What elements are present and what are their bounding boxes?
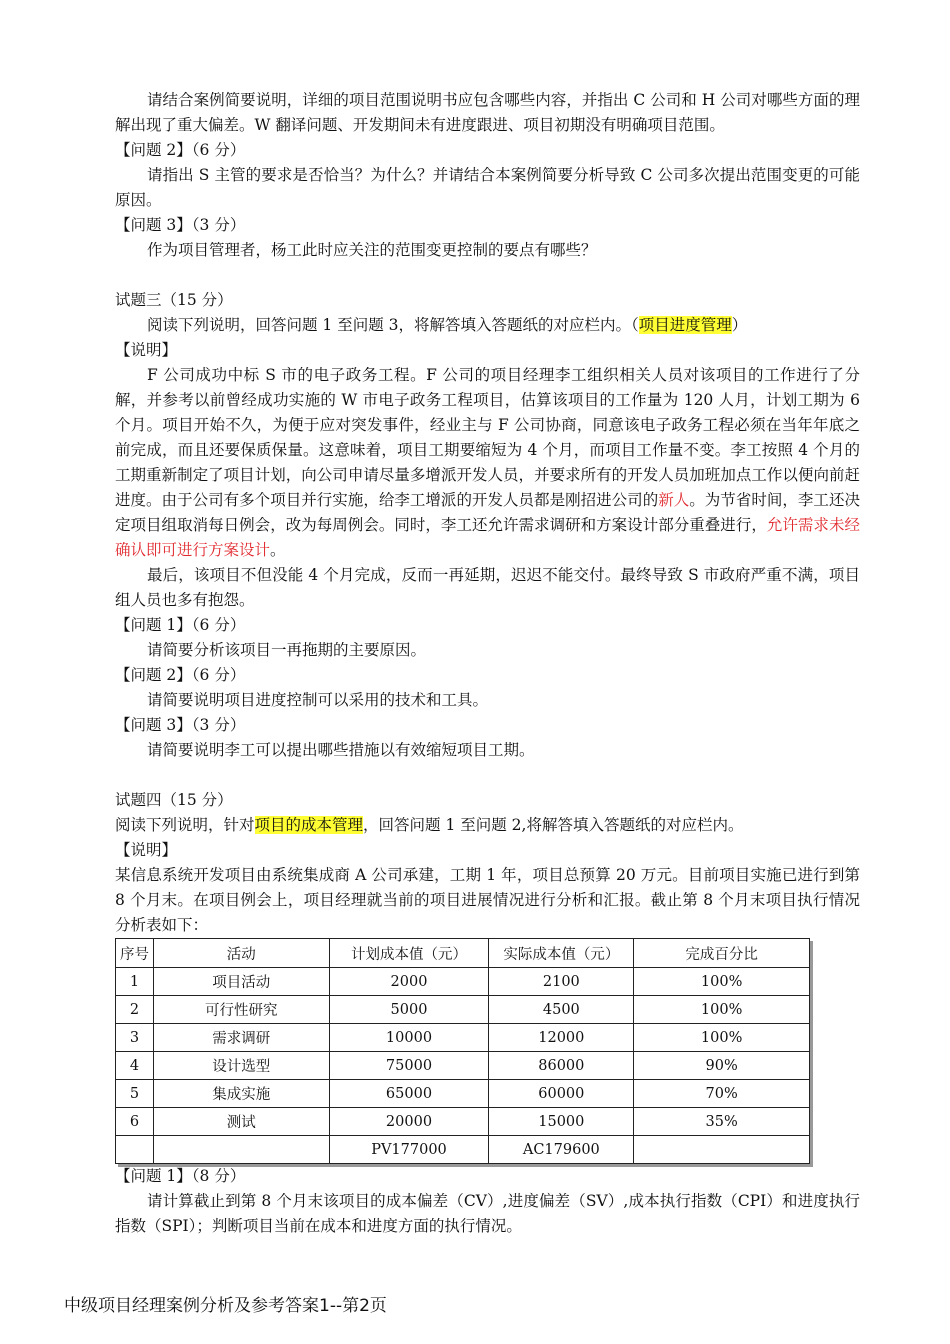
table-cell: 100% xyxy=(634,1024,810,1052)
table-cell: 可行性研究 xyxy=(153,996,329,1024)
document-page xyxy=(115,88,860,1239)
table-cell: 5000 xyxy=(329,996,489,1024)
table-cell: 35% xyxy=(634,1108,810,1136)
section-title: 试题四（15 分） xyxy=(115,791,233,809)
table-header: 实际成本值（元） xyxy=(489,939,634,968)
question-heading: 【问题 3】（3 分） xyxy=(115,216,246,234)
section-title: 试题三（15 分） xyxy=(115,291,233,309)
table-header: 完成百分比 xyxy=(634,939,810,968)
question-text: 请简要分析该项目一再拖期的主要原因。 xyxy=(147,641,427,659)
table-header-row xyxy=(116,939,810,968)
table-row xyxy=(116,968,810,996)
paragraph: 请结合案例简要说明，详细的项目范围说明书应包含哪些内容，并指出 C 公司和 H 公司对哪些方面的理解出现了重大偏差。W 翻译问题、开发期间未有进度跟进、项目初期没有明确项目范围。 xyxy=(115,91,860,134)
table-cell: 65000 xyxy=(329,1080,489,1108)
table-cell: 12000 xyxy=(489,1024,634,1052)
red-text: 允许需求未经确认即可进行方案设计 xyxy=(115,516,860,559)
table-cell: 90% xyxy=(634,1052,810,1080)
question-text: 请指出 S 主管的要求是否恰当？为什么？并请结合本案例简要分析导致 C 公司多次提出范围变更的可能原因。 xyxy=(115,166,860,209)
table-cell: 70% xyxy=(634,1080,810,1108)
question-heading: 【问题 2】（6 分） xyxy=(115,666,246,684)
table-header: 计划成本值（元） xyxy=(329,939,489,968)
question-heading: 【问题 1】（6 分） xyxy=(115,616,246,634)
table-cell: 测试 xyxy=(153,1108,329,1136)
table-cell: 100% xyxy=(634,968,810,996)
table-cell: 75000 xyxy=(329,1052,489,1080)
paragraph: 最后，该项目不但没能 4 个月完成，反而一再延期，迟迟不能交付。最终导致 S 市政府严重不满，项目组人员也多有抱怨。 xyxy=(115,566,860,609)
highlight: 项目进度管理 xyxy=(638,316,732,334)
table-cell: 2000 xyxy=(329,968,489,996)
explanation-heading: 【说明】 xyxy=(115,841,178,859)
question-heading: 【问题 3】（3 分） xyxy=(115,716,246,734)
table-row xyxy=(116,1024,810,1052)
question-text: 请简要说明项目进度控制可以采用的技术和工具。 xyxy=(147,691,489,709)
table-row xyxy=(116,1080,810,1108)
highlight: 项目的成本管理 xyxy=(254,816,364,834)
page-footer: 中级项目经理案例分析及参考答案1--第2页 xyxy=(64,1296,387,1316)
table-header: 活动 xyxy=(153,939,329,968)
table-cell: 6 xyxy=(116,1108,154,1136)
table-cell: 10000 xyxy=(329,1024,489,1052)
table-cell: AC179600 xyxy=(489,1136,634,1164)
table-row xyxy=(116,1108,810,1136)
table-cell xyxy=(634,1136,810,1164)
question-text: 作为项目管理者，杨工此时应关注的范围变更控制的要点有哪些？ xyxy=(147,241,597,259)
red-text: 新人 xyxy=(658,491,690,509)
table-cell: 设计选型 xyxy=(153,1052,329,1080)
table-cell: 86000 xyxy=(489,1052,634,1080)
cost-analysis-table xyxy=(115,938,810,1164)
table-cell: 需求调研 xyxy=(153,1024,329,1052)
table-cell: 4 xyxy=(116,1052,154,1080)
table-cell: PV177000 xyxy=(329,1136,489,1164)
table-cell: 3 xyxy=(116,1024,154,1052)
question-heading: 【问题 1】（8 分） xyxy=(115,1167,246,1185)
table-cell: 100% xyxy=(634,996,810,1024)
table-cell: 项目活动 xyxy=(153,968,329,996)
section-intro: 阅读下列说明，回答问题 1 至问题 3，将解答填入答题纸的对应栏内。（项目进度管理） xyxy=(147,316,748,334)
table-cell: 60000 xyxy=(489,1080,634,1108)
table-row xyxy=(116,1052,810,1080)
table-cell: 集成实施 xyxy=(153,1080,329,1108)
question-text: 请计算截止到第 8 个月末该项目的成本偏差（CV）,进度偏差（SV）,成本执行指数（CPI）和进度执行指数（SPI）；判断项目当前在成本和进度方面的执行情况。 xyxy=(115,1192,860,1235)
paragraph: F 公司成功中标 S 市的电子政务工程。F 公司的项目经理李工组织相关人员对该项目的工作进行了分解，并参考以前曾经成功实施的 W 市电子政务工程项目，估算该项目的工作量为 120 人月，计划工期为 6 个月。项目开始不久，为便于应对突发事件，经业主与 F 公司协商，同意该电子政务工程必须在当年年底之前完成，而且还要保质保量。这意味着，项目工期要缩短为 4 个月，而项目工作量不变。李工按照 4 个月的工期重新制定了项目计划，向公司申请尽量多增派开发人员，并要求所有的开发人员加班加点工作以便向前赶进度。由于公司有多个项目并行实施，给李工增派的开发人员都是刚招进公司的新人。为节省时间，李工还决定项目组取消每日例会，改为每周例会。同时，李工还允许需求调研和方案设计部分重叠进行，允许需求未经确认即可进行方案设计。 xyxy=(115,366,860,559)
question-heading: 【问题 2】（6 分） xyxy=(115,141,246,159)
table-cell: 2 xyxy=(116,996,154,1024)
table-cell xyxy=(116,1136,154,1164)
table-row xyxy=(116,996,810,1024)
question-text: 请简要说明李工可以提出哪些措施以有效缩短项目工期。 xyxy=(147,741,535,759)
section-intro: 阅读下列说明，针对项目的成本管理，回答问题 1 至问题 2,将解答填入答题纸的对应栏内。 xyxy=(115,816,744,834)
table-cell: 15000 xyxy=(489,1108,634,1136)
table-cell: 5 xyxy=(116,1080,154,1108)
paragraph: 某信息系统开发项目由系统集成商 A 公司承建，工期 1 年，项目总预算 20 万元。目前项目实施已进行到第 8 个月末。在项目例会上，项目经理就当前的项目进展情况进行分析和汇报。截止第 8 个月末项目执行情况分析表如下： xyxy=(115,866,860,934)
table-header: 序号 xyxy=(116,939,154,968)
table-cell: 2100 xyxy=(489,968,634,996)
table-cell: 4500 xyxy=(489,996,634,1024)
explanation-heading: 【说明】 xyxy=(115,341,178,359)
table-cell: 1 xyxy=(116,968,154,996)
table-cell: 20000 xyxy=(329,1108,489,1136)
table-cell xyxy=(153,1136,329,1164)
table-row xyxy=(116,1136,810,1164)
